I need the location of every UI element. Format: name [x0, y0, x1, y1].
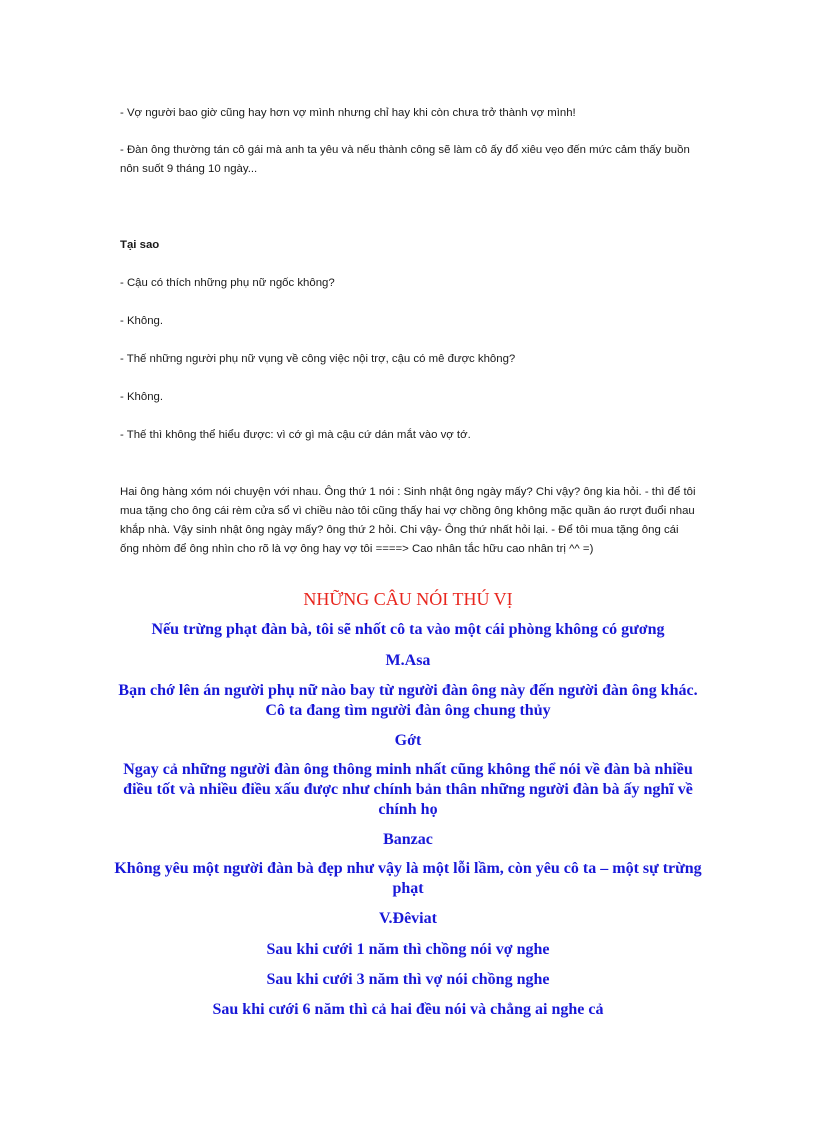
marriage-line: Sau khi cưới 1 năm thì chồng nói vợ nghe — [266, 941, 550, 958]
quote-author: V.Đêviat — [379, 910, 437, 927]
quote-text: Nếu trừng phạt đàn bà, tôi sẽ nhốt cô ta vào một cái phòng không có gương — [151, 621, 665, 638]
dialogue-line: - Cậu có thích những phụ nữ ngốc không? — [120, 277, 335, 289]
quote-text: Ngay cả những người đàn ông thông minh nhất cũng không thể nói về đàn bà nhiều điều tốt và nhiều điều xấu được như chính bản thân những người đàn bà ấy nghĩ về chính họ — [123, 761, 693, 818]
joke-line: - Đàn ông thường tán cô gái mà anh ta yêu và nếu thành công sẽ làm cô ấy đổ xiêu vẹo đến mức cảm thấy buồn nôn suốt 9 tháng 10 ngày... — [120, 144, 690, 175]
quote-text: Không yêu một người đàn bà đẹp như vậy là một lỗi lầm, còn yêu cô ta – một sự trừng phạt — [114, 860, 702, 897]
joke-line: - Vợ người bao giờ cũng hay hơn vợ mình nhưng chỉ hay khi còn chưa trở thành vợ mình! — [120, 107, 576, 119]
marriage-line: Sau khi cưới 6 năm thì cả hai đều nói và chẳng ai nghe cả — [212, 1001, 604, 1018]
dialogue-line: - Thế thì không thể hiểu được: vì cớ gì mà cậu cứ dán mắt vào vợ tớ. — [120, 429, 471, 441]
quote-author: Banzac — [383, 831, 433, 848]
neighbors-paragraph: Hai ông hàng xóm nói chuyện với nhau. Ông thứ 1 nói : Sinh nhật ông ngày mấy? Chi vậy? ông kia hỏi. - thì để tôi mua tặng cho ông cái rèm cửa sổ vì chiều nào tôi cũng thấy hai vợ chồng ông không mặc quần áo rượt đuổi nhau khắp nhà. Vậy sinh nhật ông ngày mấy? ông thứ 2 hỏi. Chi vậy- Ông thứ nhất hỏi lại. - Để tôi mua tặng ông cái ống nhòm để ông nhìn cho rõ là vợ ông hay vợ tôi ====> Cao nhân tắc hữu cao nhân trị ^^ =) — [120, 486, 696, 555]
dialogue-line: - Không. — [120, 315, 164, 327]
dialogue-line: - Thế những người phụ nữ vụng về công việc nội trợ, cậu có mê được không? — [120, 353, 516, 365]
quote-text: Bạn chớ lên án người phụ nữ nào bay từ người đàn ông này đến người đàn ông khác. Cô ta đang tìm người đàn ông chung thủy — [118, 682, 698, 719]
quote-author: M.Asa — [385, 652, 431, 669]
quote-author: Gớt — [394, 732, 422, 749]
dialogue-line: - Không. — [120, 391, 164, 403]
marriage-line: Sau khi cưới 3 năm thì vợ nói chồng nghe — [266, 971, 550, 988]
section-heading-why: Tại sao — [120, 239, 160, 251]
quotes-title: NHỮNG CÂU NÓI THÚ VỊ — [303, 589, 513, 609]
